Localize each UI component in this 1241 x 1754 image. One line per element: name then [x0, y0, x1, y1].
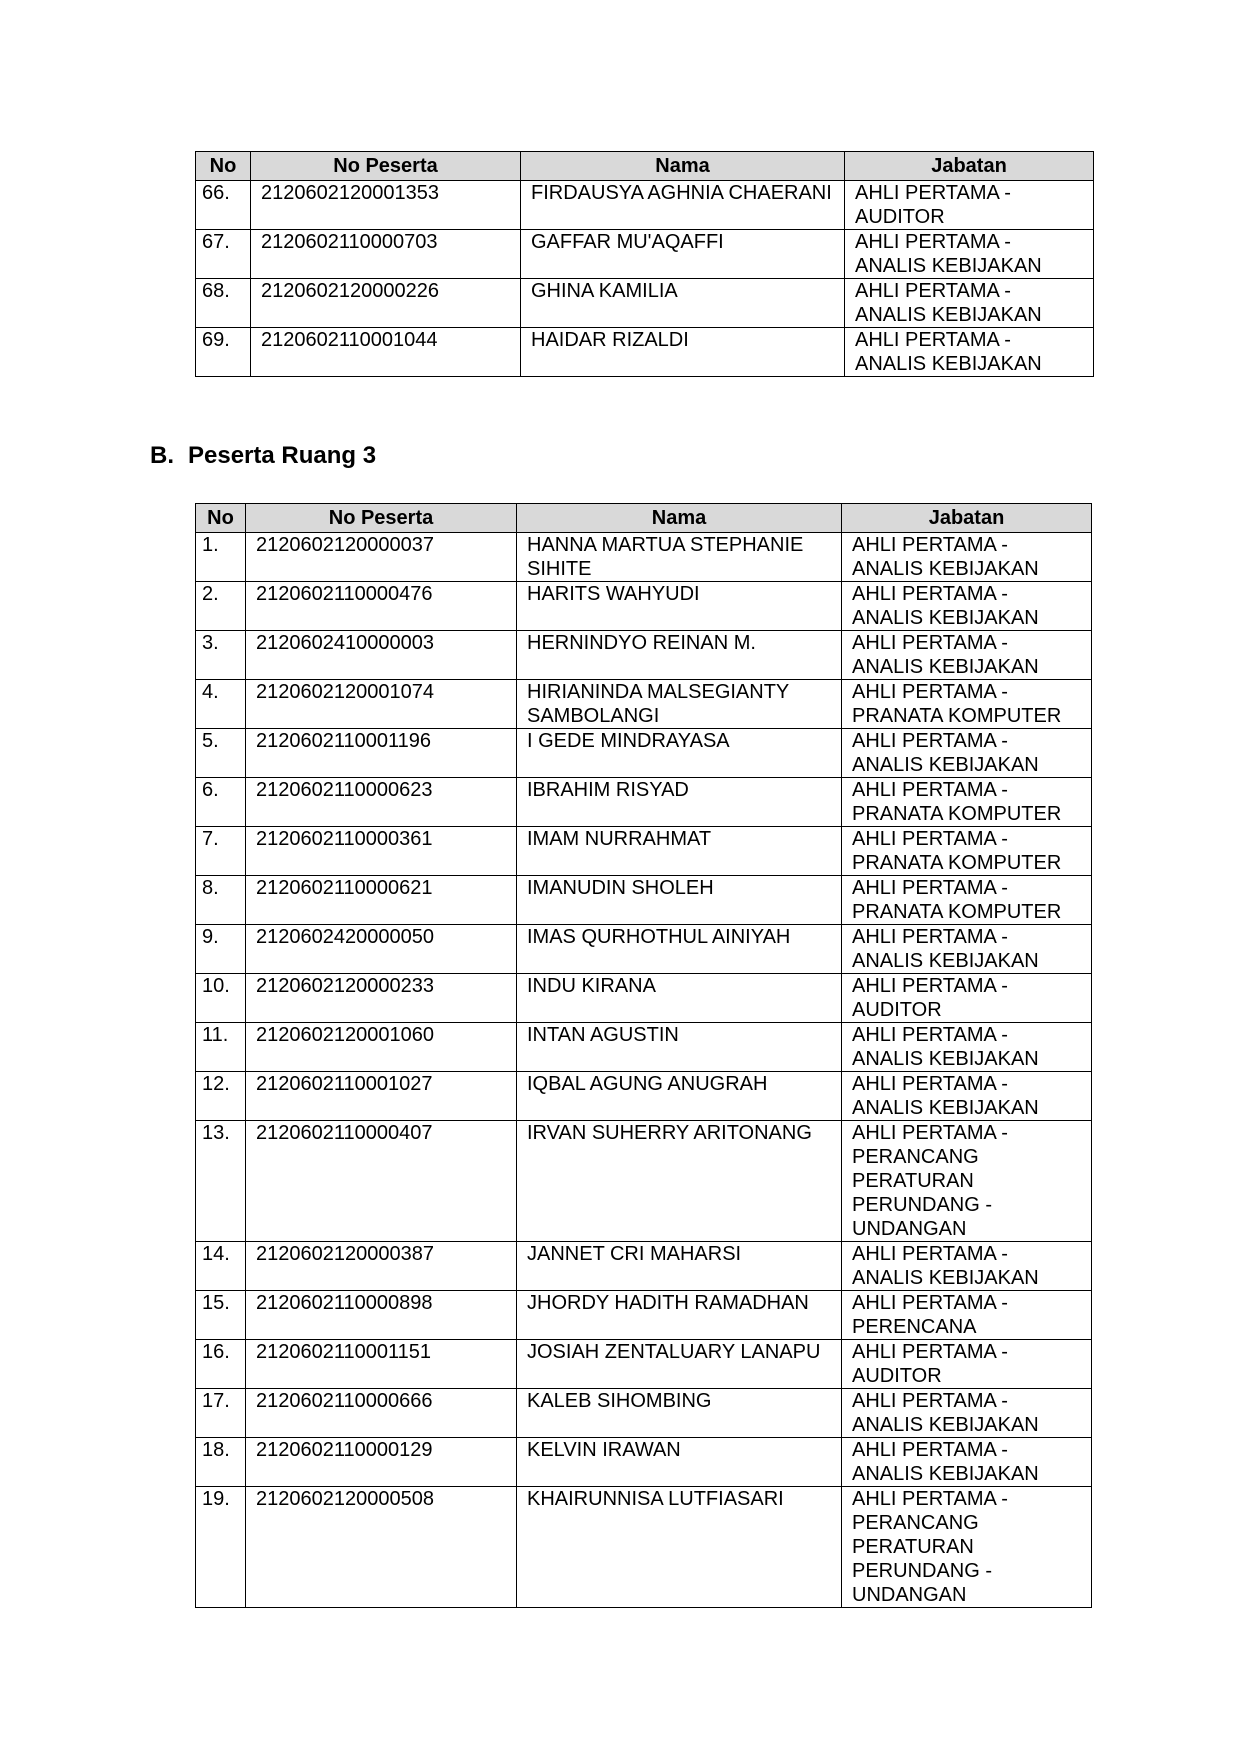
participant-table-continued [195, 151, 1094, 377]
cell-nama: JOSIAH ZENTALUARY LANAPU [517, 1340, 842, 1389]
cell-no-peserta: 2120602120000226 [251, 279, 521, 328]
section-marker: B. [150, 442, 174, 469]
cell-jabatan: AHLI PERTAMA - ANALIS KEBIJAKAN [842, 582, 1092, 631]
cell-no: 14. [196, 1242, 246, 1291]
cell-no-peserta: 2120602110000407 [246, 1121, 517, 1242]
cell-no: 69. [196, 328, 251, 377]
cell-no: 1. [196, 533, 246, 582]
cell-jabatan: AHLI PERTAMA - PRANATA KOMPUTER [842, 778, 1092, 827]
cell-jabatan: AHLI PERTAMA - AUDITOR [845, 181, 1094, 230]
cell-no: 15. [196, 1291, 246, 1340]
cell-nama: HANNA MARTUA STEPHANIE SIHITE [517, 533, 842, 582]
table-row [196, 1438, 1092, 1487]
cell-nama: IBRAHIM RISYAD [517, 778, 842, 827]
cell-no: 4. [196, 680, 246, 729]
cell-jabatan: AHLI PERTAMA - ANALIS KEBIJAKAN [842, 925, 1092, 974]
participant-table-room-3 [195, 503, 1092, 1608]
cell-jabatan: AHLI PERTAMA - PERANCANG PERATURAN PERUNDANG - UNDANGAN [842, 1121, 1092, 1242]
cell-jabatan: AHLI PERTAMA - AUDITOR [842, 1340, 1092, 1389]
cell-no: 68. [196, 279, 251, 328]
cell-no: 66. [196, 181, 251, 230]
table-row [196, 1389, 1092, 1438]
cell-nama: IMANUDIN SHOLEH [517, 876, 842, 925]
cell-jabatan: AHLI PERTAMA - ANALIS KEBIJAKAN [842, 1438, 1092, 1487]
cell-jabatan: AHLI PERTAMA - AUDITOR [842, 974, 1092, 1023]
cell-jabatan: AHLI PERTAMA - ANALIS KEBIJAKAN [845, 328, 1094, 377]
cell-no-peserta: 2120602110000666 [246, 1389, 517, 1438]
column-header-no-peserta: No Peserta [251, 152, 521, 181]
cell-no-peserta: 2120602120000387 [246, 1242, 517, 1291]
table-row [196, 1242, 1092, 1291]
cell-no: 16. [196, 1340, 246, 1389]
cell-nama: INTAN AGUSTIN [517, 1023, 842, 1072]
table-row [196, 680, 1092, 729]
column-header-no: No [196, 504, 246, 533]
cell-jabatan: AHLI PERTAMA - ANALIS KEBIJAKAN [842, 729, 1092, 778]
cell-jabatan: AHLI PERTAMA - PERENCANA [842, 1291, 1092, 1340]
cell-no-peserta: 2120602110001044 [251, 328, 521, 377]
cell-jabatan: AHLI PERTAMA - ANALIS KEBIJAKAN [842, 533, 1092, 582]
cell-no-peserta: 2120602120001353 [251, 181, 521, 230]
cell-jabatan: AHLI PERTAMA - ANALIS KEBIJAKAN [842, 1023, 1092, 1072]
cell-nama: KALEB SIHOMBING [517, 1389, 842, 1438]
table-row [196, 1121, 1092, 1242]
table-row [196, 1340, 1092, 1389]
table-row [196, 279, 1094, 328]
cell-no: 19. [196, 1487, 246, 1608]
cell-nama: IRVAN SUHERRY ARITONANG [517, 1121, 842, 1242]
table-row [196, 827, 1092, 876]
table-body [196, 181, 1094, 377]
cell-nama: HAIDAR RIZALDI [521, 328, 845, 377]
table-row [196, 925, 1092, 974]
cell-no: 10. [196, 974, 246, 1023]
table-row [196, 1487, 1092, 1608]
cell-no: 7. [196, 827, 246, 876]
cell-jabatan: AHLI PERTAMA - ANALIS KEBIJAKAN [842, 1242, 1092, 1291]
cell-nama: JANNET CRI MAHARSI [517, 1242, 842, 1291]
cell-no: 2. [196, 582, 246, 631]
cell-no: 18. [196, 1438, 246, 1487]
cell-jabatan: AHLI PERTAMA - ANALIS KEBIJAKAN [842, 631, 1092, 680]
cell-no: 11. [196, 1023, 246, 1072]
column-header-nama: Nama [521, 152, 845, 181]
cell-nama: KHAIRUNNISA LUTFIASARI [517, 1487, 842, 1608]
cell-no-peserta: 2120602110000623 [246, 778, 517, 827]
cell-no-peserta: 2120602110001027 [246, 1072, 517, 1121]
cell-no: 8. [196, 876, 246, 925]
table-row [196, 778, 1092, 827]
cell-no-peserta: 2120602120001074 [246, 680, 517, 729]
cell-no-peserta: 2120602420000050 [246, 925, 517, 974]
cell-no: 67. [196, 230, 251, 279]
cell-nama: GAFFAR MU'AQAFFI [521, 230, 845, 279]
table-row [196, 533, 1092, 582]
cell-no: 12. [196, 1072, 246, 1121]
cell-nama: HIRIANINDA MALSEGIANTY SAMBOLANGI [517, 680, 842, 729]
section-title: Peserta Ruang 3 [188, 442, 377, 469]
cell-no-peserta: 2120602120001060 [246, 1023, 517, 1072]
cell-jabatan: AHLI PERTAMA - ANALIS KEBIJAKAN [842, 1389, 1092, 1438]
cell-no-peserta: 2120602110000361 [246, 827, 517, 876]
table-row [196, 729, 1092, 778]
column-header-jabatan: Jabatan [845, 152, 1094, 181]
cell-jabatan: AHLI PERTAMA - PERANCANG PERATURAN PERUNDANG - UNDANGAN [842, 1487, 1092, 1608]
cell-no: 13. [196, 1121, 246, 1242]
column-header-no-peserta: No Peserta [246, 504, 517, 533]
cell-no: 3. [196, 631, 246, 680]
cell-jabatan: AHLI PERTAMA - ANALIS KEBIJAKAN [845, 230, 1094, 279]
table-row [196, 974, 1092, 1023]
cell-no: 17. [196, 1389, 246, 1438]
cell-nama: IMAS QURHOTHUL AINIYAH [517, 925, 842, 974]
cell-no-peserta: 2120602110000621 [246, 876, 517, 925]
cell-no-peserta: 2120602120000037 [246, 533, 517, 582]
cell-no-peserta: 2120602120000233 [246, 974, 517, 1023]
cell-nama: IQBAL AGUNG ANUGRAH [517, 1072, 842, 1121]
cell-no-peserta: 2120602110000476 [246, 582, 517, 631]
cell-no-peserta: 2120602110000898 [246, 1291, 517, 1340]
section-heading [150, 441, 376, 471]
column-header-no: No [196, 152, 251, 181]
cell-nama: JHORDY HADITH RAMADHAN [517, 1291, 842, 1340]
table-row [196, 328, 1094, 377]
table-row [196, 230, 1094, 279]
cell-no-peserta: 2120602110001151 [246, 1340, 517, 1389]
cell-jabatan: AHLI PERTAMA - PRANATA KOMPUTER [842, 876, 1092, 925]
table-row [196, 631, 1092, 680]
table-header-row [196, 152, 1094, 181]
cell-no: 9. [196, 925, 246, 974]
cell-no-peserta: 2120602120000508 [246, 1487, 517, 1608]
cell-nama: I GEDE MINDRAYASA [517, 729, 842, 778]
table-row [196, 1291, 1092, 1340]
table-header-row [196, 504, 1092, 533]
cell-no-peserta: 2120602410000003 [246, 631, 517, 680]
cell-nama: HARITS WAHYUDI [517, 582, 842, 631]
cell-no: 6. [196, 778, 246, 827]
table-row [196, 582, 1092, 631]
table-row [196, 876, 1092, 925]
table-row [196, 181, 1094, 230]
table-row [196, 1072, 1092, 1121]
cell-nama: GHINA KAMILIA [521, 279, 845, 328]
cell-no-peserta: 2120602110000129 [246, 1438, 517, 1487]
column-header-jabatan: Jabatan [842, 504, 1092, 533]
cell-no-peserta: 2120602110000703 [251, 230, 521, 279]
cell-jabatan: AHLI PERTAMA - ANALIS KEBIJAKAN [842, 1072, 1092, 1121]
column-header-nama: Nama [517, 504, 842, 533]
cell-jabatan: AHLI PERTAMA - ANALIS KEBIJAKAN [845, 279, 1094, 328]
cell-nama: KELVIN IRAWAN [517, 1438, 842, 1487]
cell-nama: FIRDAUSYA AGHNIA CHAERANI [521, 181, 845, 230]
table-row [196, 1023, 1092, 1072]
cell-no-peserta: 2120602110001196 [246, 729, 517, 778]
cell-no: 5. [196, 729, 246, 778]
cell-jabatan: AHLI PERTAMA - PRANATA KOMPUTER [842, 680, 1092, 729]
table-body [196, 533, 1092, 1608]
cell-nama: HERNINDYO REINAN M. [517, 631, 842, 680]
cell-nama: INDU KIRANA [517, 974, 842, 1023]
cell-jabatan: AHLI PERTAMA - PRANATA KOMPUTER [842, 827, 1092, 876]
cell-nama: IMAM NURRAHMAT [517, 827, 842, 876]
